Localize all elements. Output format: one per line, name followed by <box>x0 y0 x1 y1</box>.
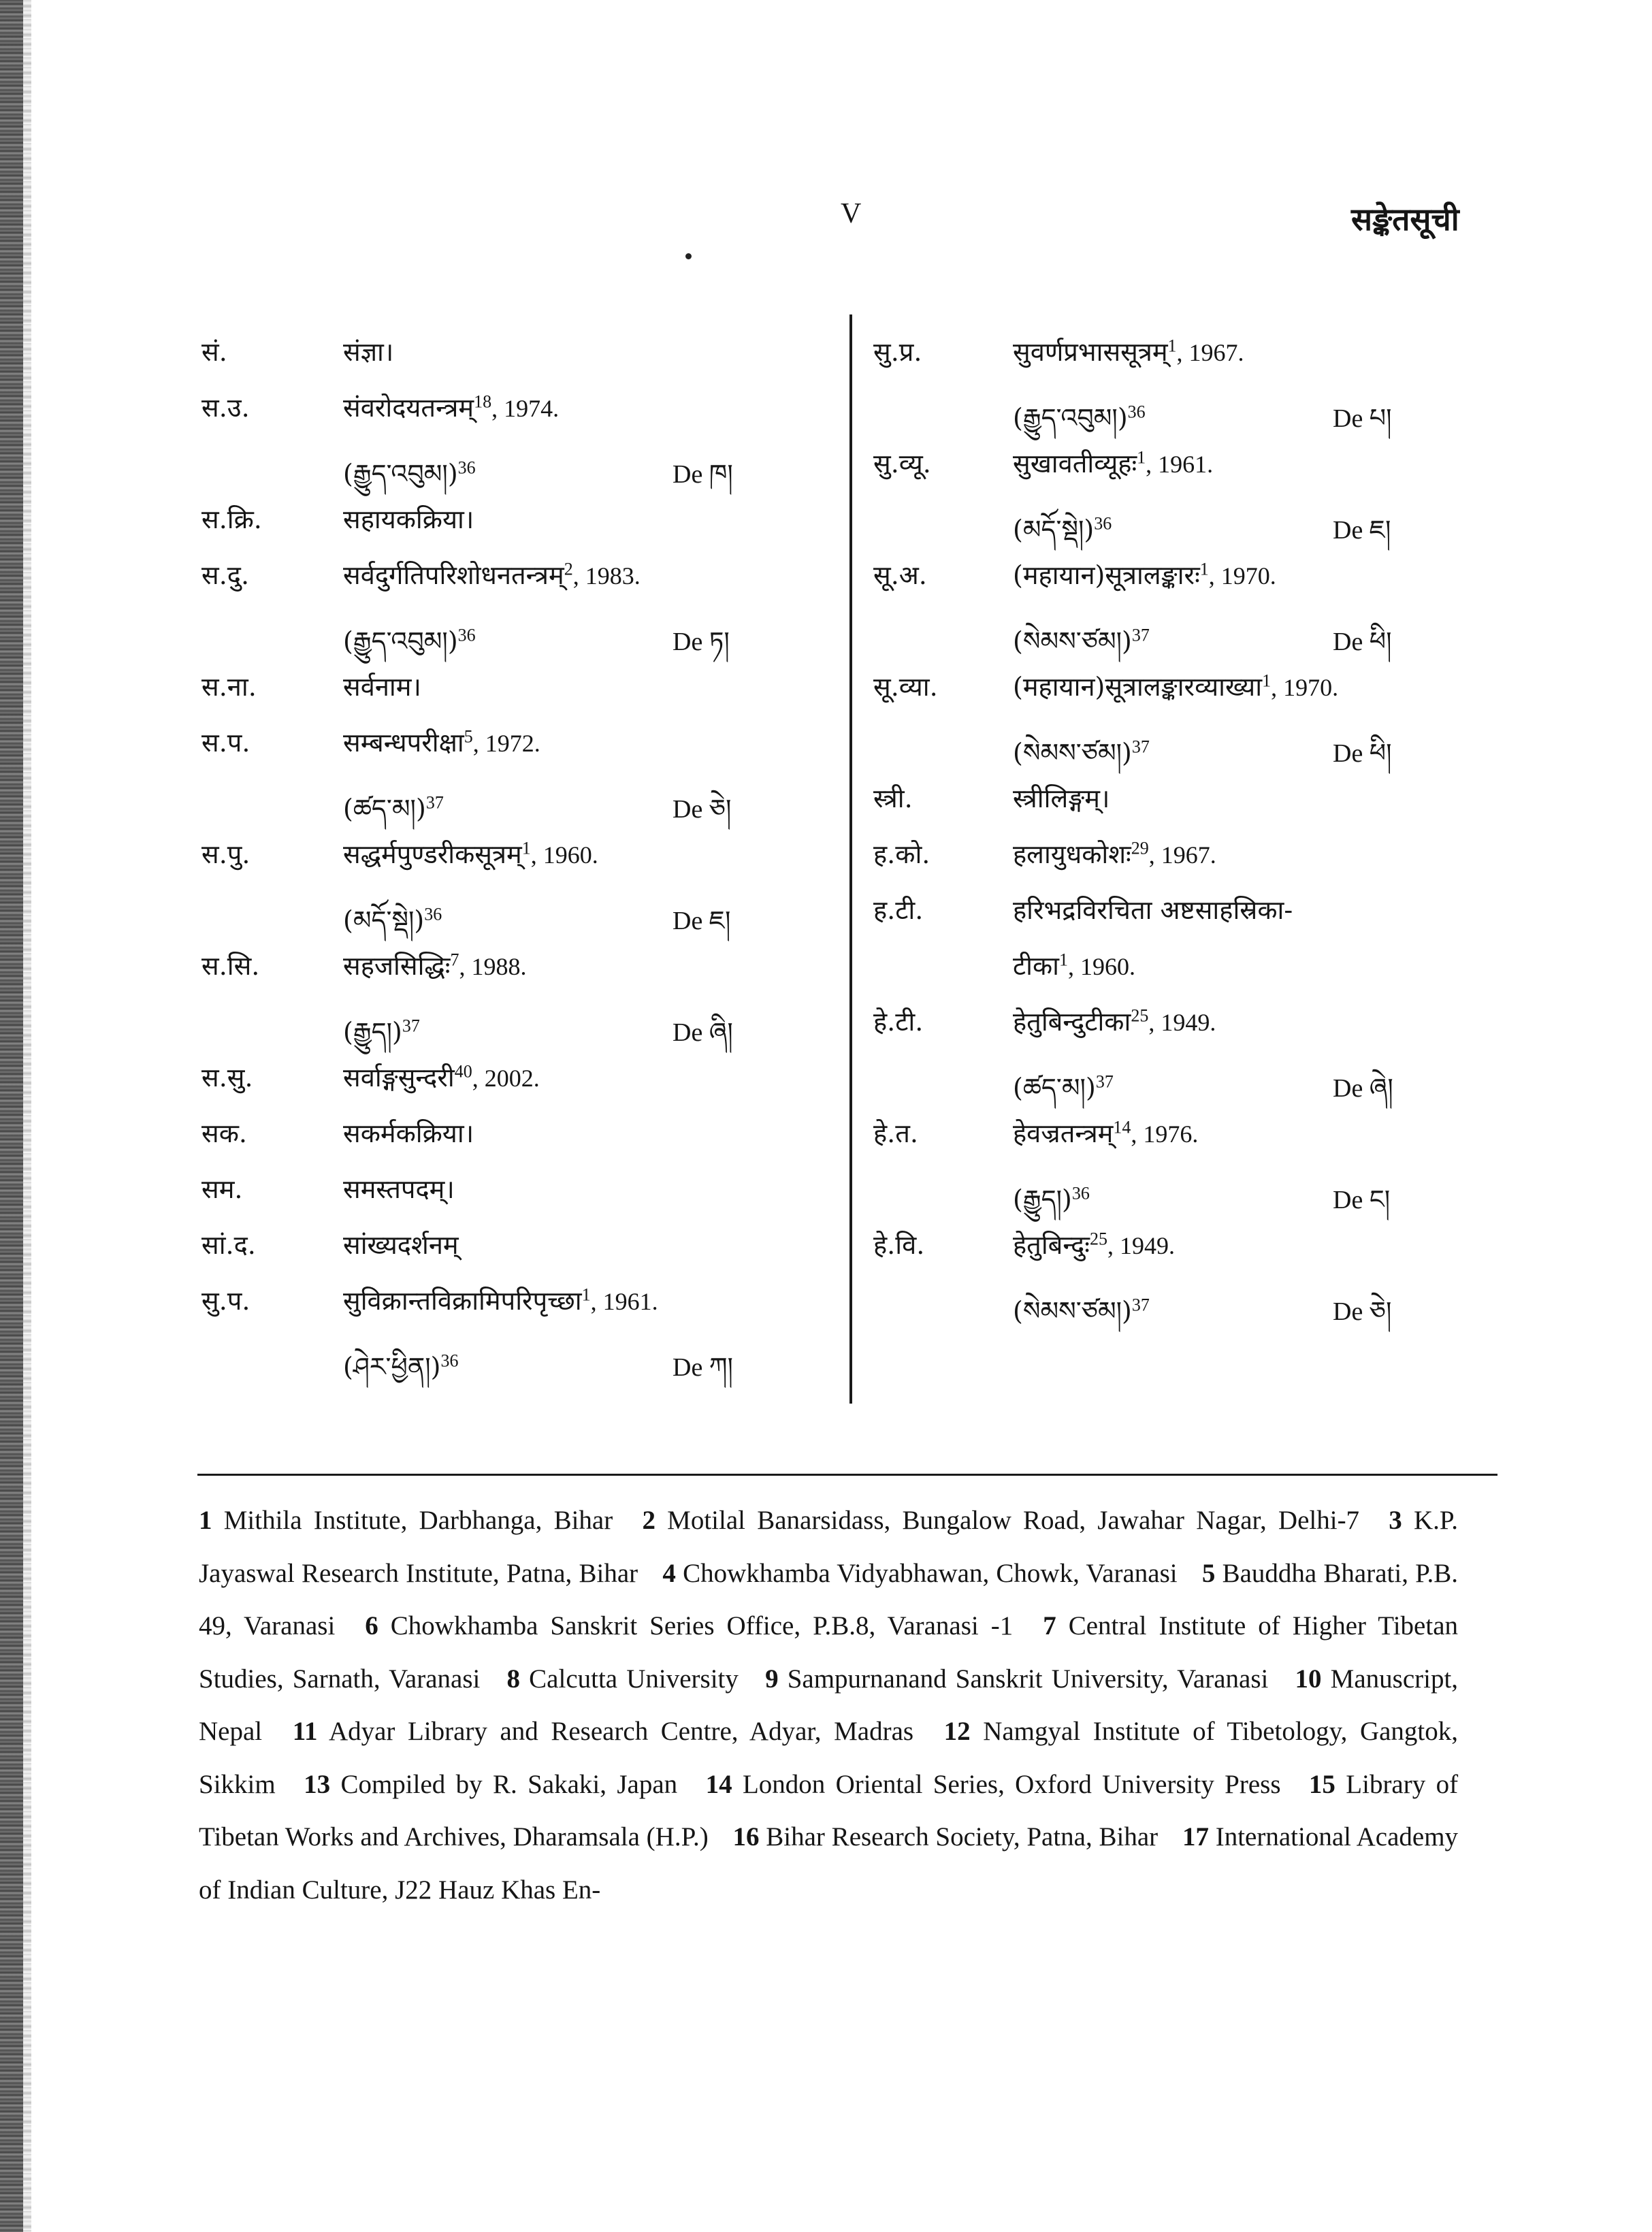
entry <box>873 445 1459 557</box>
tibetan-reference-line <box>201 892 766 948</box>
publication-year: , 1988. <box>459 953 527 980</box>
tibetan-section-text: (མདོ་སྡེ།) <box>1013 515 1095 545</box>
entry <box>201 1115 766 1171</box>
footnote <box>304 1770 677 1799</box>
entry-definition <box>1013 1115 1198 1150</box>
definition-text: हेवज्रतन्त्रम् <box>1013 1118 1114 1148</box>
tibetan-reference-line <box>201 613 766 668</box>
entry-definition-continued <box>1013 948 1135 983</box>
entry <box>873 334 1459 445</box>
entry-definition <box>343 1059 540 1095</box>
footnote-number: 13 <box>304 1769 331 1799</box>
derge-reference: De ཞི། <box>673 1018 733 1047</box>
left-column <box>201 334 766 1394</box>
entry <box>873 668 1459 780</box>
tibetan-footnote-ref: 37 <box>1131 737 1150 757</box>
footnote <box>293 1717 913 1746</box>
tibetan-section-text: (ཚད་མ།) <box>343 794 426 824</box>
definition-text: हेतुबिन्दुः <box>1013 1230 1090 1260</box>
entry-abbreviation: हे.त. <box>873 1118 918 1148</box>
footnote-text: London Oriental Series, Oxford University Press <box>742 1769 1281 1799</box>
footnote-number: 11 <box>292 1717 318 1746</box>
entry <box>873 557 1459 668</box>
entry-abbreviation: सू.व्या. <box>873 672 938 702</box>
footnote-text: Bihar Research Society, Patna, Bihar <box>766 1822 1159 1851</box>
entry-line <box>201 1171 766 1227</box>
entry-abbreviation: सू.अ. <box>873 560 927 590</box>
entry <box>201 948 766 1059</box>
entry-definition <box>343 1227 459 1262</box>
publication-year: , 1970. <box>1208 562 1276 589</box>
derge-reference: De ཇ། <box>673 907 731 935</box>
definition-text: (महायान)सूत्रालङ्कारव्याख्या <box>1013 672 1263 702</box>
entry-line <box>873 557 1459 613</box>
entry <box>873 1003 1459 1115</box>
footnote <box>765 1664 1268 1694</box>
entry <box>201 1282 766 1394</box>
source-footnote-ref: 1 <box>1262 670 1272 691</box>
definition-text: (महायान)सूत्रालङ्कारः <box>1013 560 1200 590</box>
entry-definition <box>1013 668 1338 704</box>
entry-line <box>201 1227 766 1282</box>
publication-year: , 1949. <box>1107 1232 1175 1259</box>
entry-abbreviation: सम. <box>201 1174 243 1204</box>
source-footnote-ref: 1 <box>581 1284 591 1305</box>
entry-line <box>873 836 1459 892</box>
entry-line <box>201 1115 766 1171</box>
tibetan-reference-line <box>873 501 1459 557</box>
footnote-text: Chowkhamba Sanskrit Series Office, P.B.8, Varanasi -1 <box>390 1611 1014 1640</box>
source-footnote-ref: 29 <box>1131 838 1149 858</box>
footnote-number: 17 <box>1182 1822 1209 1851</box>
publication-year: , 1961. <box>1146 451 1214 478</box>
entry-line <box>201 836 766 892</box>
footnote <box>706 1770 1281 1799</box>
tibetan-section-text: (རྒྱུད་འབུམ།) <box>343 626 458 656</box>
entry-definition <box>1013 1003 1216 1039</box>
footnote-number: 1 <box>199 1506 212 1535</box>
derge-reference: De ཁ། <box>673 460 733 489</box>
footnote-text: Calcutta University <box>529 1664 739 1694</box>
tibetan-section-text: (མདོ་སྡེ།) <box>343 905 425 935</box>
entry-definition <box>1013 892 1293 927</box>
running-title: सङ्केतसूची <box>1351 201 1459 238</box>
publication-year: , 1960. <box>530 841 598 869</box>
entry-line <box>201 668 766 724</box>
tibetan-section <box>1013 1282 1150 1355</box>
tibetan-footnote-ref: 37 <box>1131 1295 1150 1315</box>
entry-abbreviation: सु.प. <box>201 1286 250 1316</box>
source-footnote-ref: 1 <box>521 838 531 858</box>
footnote-number: 14 <box>705 1769 732 1799</box>
tibetan-reference-line <box>201 1003 766 1059</box>
tibetan-section-text: (སེམས་ཙམ།) <box>1013 1296 1132 1326</box>
publication-year: , 1970. <box>1271 674 1339 701</box>
source-footnote-ref: 1 <box>1059 950 1069 970</box>
publication-year: , 1974. <box>491 395 560 422</box>
definition-text: सर्वाङ्गसुन्दरी <box>343 1063 455 1093</box>
entry-line <box>873 1003 1459 1059</box>
page-gutter-shadow <box>23 0 31 2232</box>
footnote-number: 4 <box>662 1558 676 1588</box>
derge-reference: De ཏ། <box>673 628 730 656</box>
source-footnote-ref: 40 <box>454 1061 472 1082</box>
footnote-text: Sampurnanand Sanskrit University, Varanasi <box>787 1664 1269 1694</box>
footnote-number: 5 <box>1201 1558 1216 1588</box>
footnote <box>365 1611 1013 1640</box>
entry-abbreviation: स्त्री. <box>873 783 913 813</box>
definition-text: सांख्यदर्शनम् <box>343 1230 459 1260</box>
entry-line <box>201 1059 766 1115</box>
entry-abbreviation: स.उ. <box>201 393 250 423</box>
footnote-text: Central Institute of Higher Tibetan Studies, Sarnath, Varanasi <box>199 1611 1459 1694</box>
entry-line <box>201 724 766 780</box>
entry-line <box>201 334 766 389</box>
publication-year: , 1949. <box>1148 1009 1216 1036</box>
definition-text: सम्बन्धपरीक्षा <box>343 728 464 758</box>
tibetan-footnote-ref: 36 <box>1071 1183 1090 1203</box>
source-footnote-ref: 7 <box>450 950 459 970</box>
footnote-number: 6 <box>365 1611 378 1640</box>
entry <box>201 334 766 389</box>
footnote-number: 9 <box>765 1664 779 1694</box>
derge-reference: De ཅེ། <box>673 795 732 824</box>
entry-definition <box>343 334 393 369</box>
page-number: V <box>841 198 862 229</box>
derge-reference: De ཇ། <box>1333 516 1391 545</box>
definition-text: संवरोदयतन्त्रम् <box>343 393 474 423</box>
derge-reference: De ཞེ། <box>1333 1074 1393 1103</box>
entry <box>873 1115 1459 1227</box>
tibetan-footnote-ref: 36 <box>1094 513 1112 534</box>
entry <box>201 389 766 501</box>
publication-year: , 1960. <box>1068 953 1136 980</box>
footnote <box>662 1559 1177 1588</box>
definition-text: हलायुधकोशः <box>1013 839 1131 869</box>
publication-year: , 1961. <box>590 1288 658 1315</box>
tibetan-footnote-ref: 37 <box>425 792 444 813</box>
tibetan-footnote-ref: 36 <box>440 1350 459 1371</box>
book-binding-edge <box>0 0 23 2232</box>
entry <box>201 724 766 836</box>
footnote-text: Manuscript, Nepal <box>199 1664 1459 1746</box>
footnote <box>642 1506 1359 1535</box>
derge-reference: De ཅེ། <box>1333 1297 1392 1326</box>
footnote <box>732 1822 1158 1851</box>
entry-abbreviation: सु.प्र. <box>873 337 922 367</box>
entry-definition <box>1013 1227 1175 1262</box>
footnote-number: 16 <box>732 1822 760 1851</box>
entry-definition <box>1013 836 1216 871</box>
footnote-number: 7 <box>1043 1611 1056 1640</box>
source-footnote-ref: 5 <box>464 726 473 747</box>
entry <box>201 1059 766 1115</box>
derge-reference: De ང། <box>1333 1186 1391 1214</box>
definition-text: टीका <box>1013 951 1060 981</box>
tibetan-section-text: (རྒྱུད།) <box>343 1017 402 1047</box>
entry-line <box>873 780 1459 836</box>
definition-text: सुवर्णप्रभाससूत्रम् <box>1013 337 1168 367</box>
tibetan-footnote-ref: 37 <box>1131 625 1150 645</box>
tibetan-reference-line <box>873 724 1459 780</box>
entry-line <box>201 948 766 1003</box>
entry <box>873 892 1459 1003</box>
entry-line <box>873 1227 1459 1282</box>
definition-text: सुखावतीव्यूहः <box>1013 449 1137 479</box>
tibetan-footnote-ref: 36 <box>457 457 476 478</box>
entry-definition <box>343 668 421 704</box>
entry <box>873 836 1459 892</box>
footnotes <box>199 1494 1458 1916</box>
entry-abbreviation: स.प. <box>201 728 250 758</box>
entry-abbreviation: सक. <box>201 1118 247 1148</box>
definition-text: सर्वनाम। <box>343 672 421 702</box>
entry-definition <box>343 389 559 425</box>
tibetan-reference-line <box>873 1059 1459 1115</box>
entry-abbreviation: सु.व्यू. <box>873 449 931 479</box>
entry-definition <box>343 557 641 592</box>
entry-line <box>873 948 1459 1003</box>
footnote-text: International Academy of Indian Culture, J22 Hauz Khas En- <box>199 1822 1459 1905</box>
definition-text: हेतुबिन्दुटीका <box>1013 1007 1131 1037</box>
entry-abbreviation: सं. <box>201 337 227 367</box>
entry-line <box>873 445 1459 501</box>
derge-reference: De པ། <box>1333 404 1392 433</box>
tibetan-reference-line <box>201 1338 766 1394</box>
entry-line <box>873 1115 1459 1171</box>
source-footnote-ref: 14 <box>1113 1117 1131 1137</box>
tibetan-section-text: (རྒྱུད་འབུམ།) <box>1013 403 1128 433</box>
footnote-number: 12 <box>943 1717 971 1746</box>
entry <box>873 780 1459 836</box>
entry-definition <box>1013 780 1110 815</box>
tibetan-footnote-ref: 37 <box>402 1016 420 1036</box>
entry-abbreviation: स.सु. <box>201 1063 253 1093</box>
source-footnote-ref: 1 <box>1137 447 1146 468</box>
entry-line <box>201 389 766 445</box>
source-footnote-ref: 25 <box>1131 1005 1149 1026</box>
tibetan-reference-line <box>873 389 1459 445</box>
entry-line <box>873 334 1459 389</box>
footnote-text: K.P. Jayaswal Research Institute, Patna, Bihar <box>199 1506 1459 1588</box>
print-speck <box>685 253 692 259</box>
footnote <box>199 1506 613 1535</box>
column-divider <box>849 314 852 1404</box>
entry-definition <box>343 1171 455 1206</box>
footnote-text: Chowkhamba Vidyabhawan, Chowk, Varanasi <box>683 1558 1178 1588</box>
entry-abbreviation: स.क्रि. <box>201 504 262 534</box>
footnote-number: 2 <box>642 1506 655 1535</box>
publication-year: , 1967. <box>1148 841 1216 869</box>
entry-definition <box>343 948 526 983</box>
source-footnote-ref: 25 <box>1089 1229 1107 1249</box>
tibetan-footnote-ref: 36 <box>1127 402 1146 422</box>
footnote-text: Bauddha Bharati, P.B. 49, Varanasi <box>199 1558 1459 1640</box>
tibetan-section <box>343 1338 458 1411</box>
entry-definition <box>1013 445 1213 481</box>
tibetan-section-text: (ཤེར་ཕྱིན།) <box>343 1352 441 1382</box>
entry-abbreviation: स.पु. <box>201 839 250 869</box>
publication-year: , 2002. <box>472 1065 540 1092</box>
tibetan-reference-line <box>873 1282 1459 1338</box>
publication-year: , 1976. <box>1131 1120 1199 1148</box>
source-footnote-ref: 18 <box>474 391 492 412</box>
definition-text: सद्धर्मपुण्डरीकसूत्रम् <box>343 839 522 869</box>
publication-year: , 1983. <box>572 562 641 589</box>
footnote-rule <box>197 1474 1497 1476</box>
definition-text: सर्वदुर्गतिपरिशोधनतन्त्रम् <box>343 560 564 590</box>
tibetan-reference-line <box>201 445 766 501</box>
tibetan-section-text: (རྒྱུད།) <box>1013 1184 1072 1214</box>
entry <box>201 557 766 668</box>
tibetan-footnote-ref: 36 <box>424 904 442 924</box>
entry-definition <box>343 836 598 871</box>
publication-year: , 1967. <box>1176 339 1244 366</box>
source-footnote-ref: 2 <box>564 559 573 579</box>
right-column <box>873 334 1459 1338</box>
entry-line <box>873 668 1459 724</box>
footnote-number: 8 <box>506 1664 520 1694</box>
entry-definition <box>1013 334 1244 369</box>
entry-abbreviation: स.सि. <box>201 951 260 981</box>
publication-year: , 1972. <box>472 730 540 757</box>
entry-definition <box>343 724 540 760</box>
footnote-number: 10 <box>1295 1664 1322 1694</box>
entry-abbreviation: ह.को. <box>873 839 930 869</box>
tibetan-footnote-ref: 37 <box>1095 1071 1114 1092</box>
entry-line <box>201 1282 766 1338</box>
entry-definition <box>343 501 474 536</box>
entry-definition <box>1013 557 1276 592</box>
footnote-text: Library of Tibetan Works and Archives, Dharamsala (H.P.) <box>199 1769 1459 1851</box>
entry <box>201 1227 766 1282</box>
derge-reference: De ཀ། <box>673 1353 733 1382</box>
definition-text: सुविक्रान्तविक्रामिपरिपृच्छा <box>343 1286 582 1316</box>
tibetan-footnote-ref: 36 <box>457 625 476 645</box>
entry-line <box>201 557 766 613</box>
entry-abbreviation: सां.द. <box>201 1230 256 1260</box>
footnote-text: Motilal Banarsidass, Bungalow Road, Jawahar Nagar, Delhi-7 <box>667 1506 1360 1535</box>
tibetan-section-text: (སེམས་ཙམ།) <box>1013 738 1132 768</box>
tibetan-section-text: (རྒྱུད་འབུམ།) <box>343 459 458 489</box>
entry <box>201 1171 766 1227</box>
footnote-text: Mithila Institute, Darbhanga, Bihar <box>223 1506 613 1535</box>
entry <box>201 501 766 557</box>
footnote-number: 15 <box>1308 1769 1335 1799</box>
tibetan-reference-line <box>873 613 1459 668</box>
entry-abbreviation: स.दु. <box>201 560 250 590</box>
entry-line <box>873 892 1459 948</box>
entry <box>873 1227 1459 1338</box>
entry-abbreviation: ह.टी. <box>873 895 924 925</box>
definition-text: समस्तपदम्। <box>343 1174 455 1204</box>
tibetan-reference-line <box>873 1171 1459 1227</box>
derge-reference: De ཕི། <box>1333 739 1392 768</box>
entry <box>201 668 766 724</box>
tibetan-reference-line <box>201 780 766 836</box>
entry-abbreviation: स.ना. <box>201 672 257 702</box>
entry-definition <box>343 1115 474 1150</box>
entry-definition <box>343 1282 658 1318</box>
footnote-text: Compiled by R. Sakaki, Japan <box>340 1769 678 1799</box>
derge-reference: De ཕི། <box>1333 628 1392 656</box>
definition-text: स्त्रीलिङ्गम्। <box>1013 783 1110 813</box>
footnote-text: Adyar Library and Research Centre, Adyar, Madras <box>328 1717 914 1746</box>
source-footnote-ref: 1 <box>1199 559 1209 579</box>
definition-text: सहायकक्रिया। <box>343 504 474 534</box>
source-footnote-ref: 1 <box>1167 336 1177 356</box>
definition-text: हरिभद्रविरचिता अष्टसाहस्रिका- <box>1013 895 1293 925</box>
tibetan-section-text: (ཚད་མ།) <box>1013 1073 1096 1103</box>
entry-line <box>201 501 766 557</box>
entry-abbreviation: हे.टी. <box>873 1007 924 1037</box>
definition-text: सहजसिद्धिः <box>343 951 451 981</box>
entry-abbreviation: हे.वि. <box>873 1230 925 1260</box>
definition-text: सकर्मकक्रिया। <box>343 1118 474 1148</box>
footnote-text: Namgyal Institute of Tibetology, Gangtok, Sikkim <box>199 1717 1459 1799</box>
entry <box>201 836 766 948</box>
footnote-number: 3 <box>1389 1506 1402 1535</box>
definition-text: संज्ञा। <box>343 337 394 367</box>
footnote <box>507 1664 739 1694</box>
tibetan-section-text: (སེམས་ཙམ།) <box>1013 626 1132 656</box>
